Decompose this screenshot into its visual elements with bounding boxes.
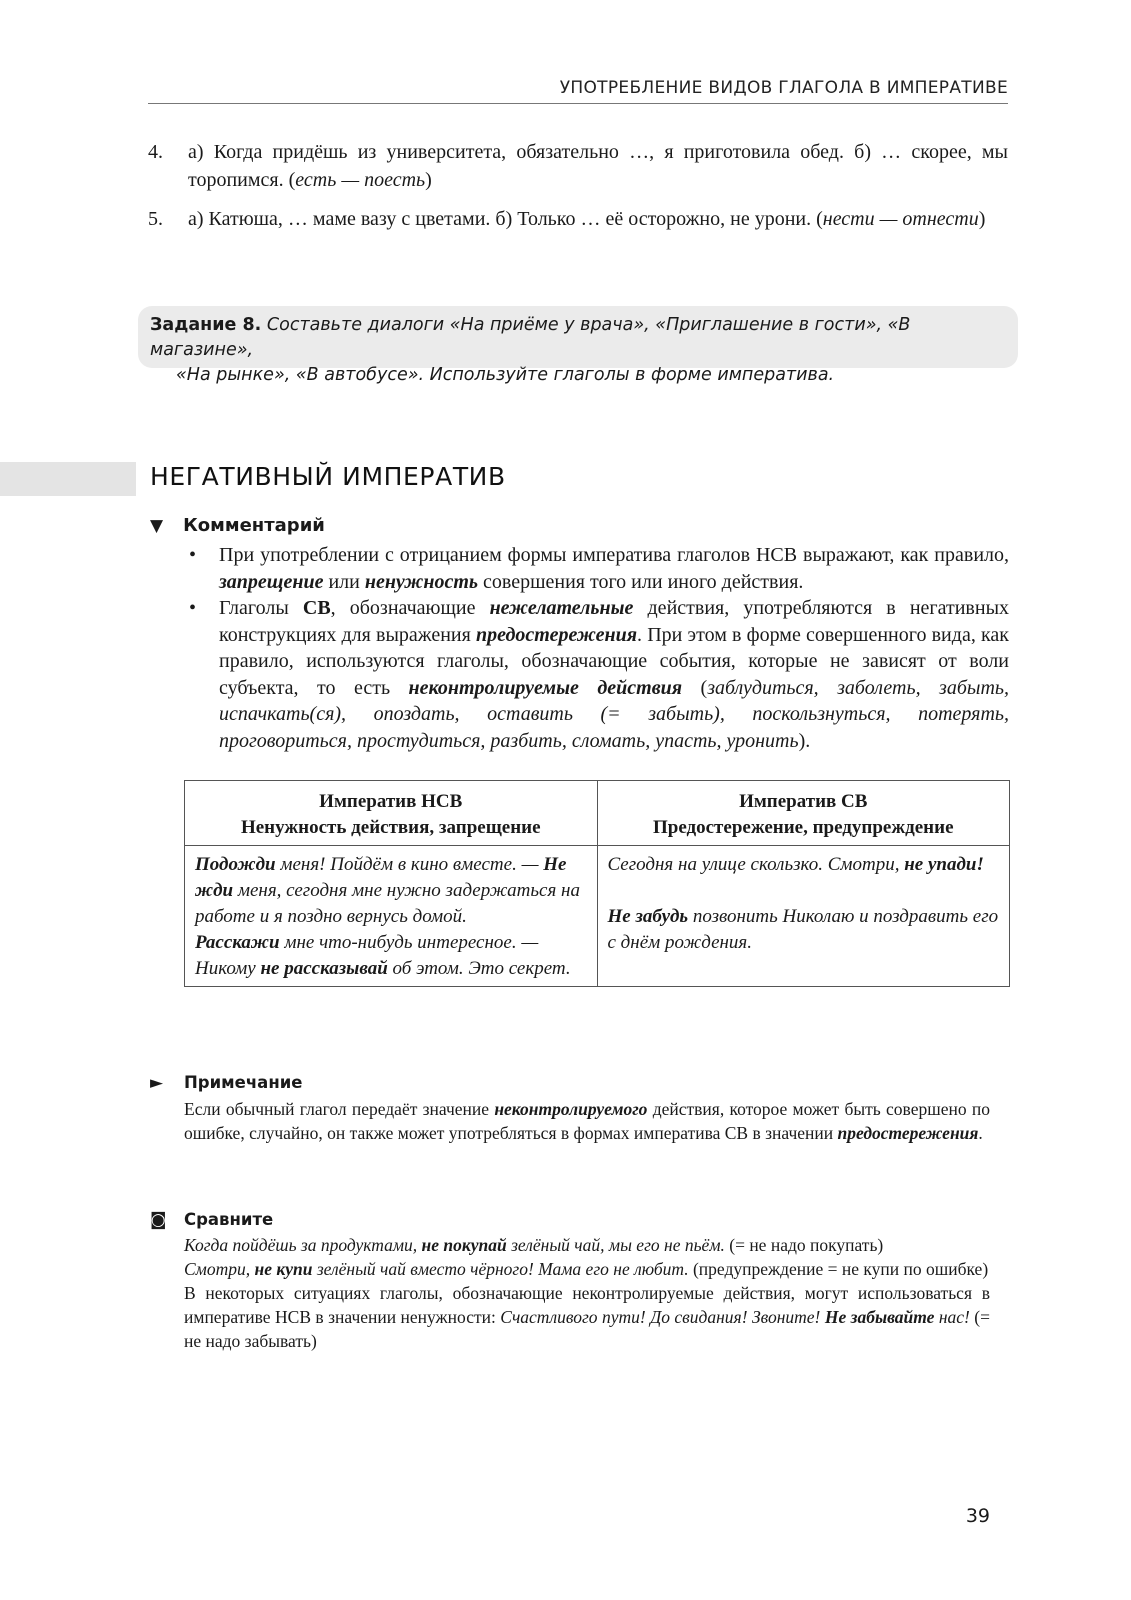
bullet-emphasis: СВ: [302, 597, 331, 619]
bullet-icon: •: [189, 544, 197, 566]
note-emphasis: неконтролируемого: [494, 1099, 648, 1119]
bullet-emphasis: предостережения: [475, 623, 638, 646]
compare-text: (= не надо забывать): [184, 1307, 990, 1351]
cell-text: позвонить Николаю и поздравить его с днём рождения.: [607, 906, 999, 953]
compare-title: Сравните: [184, 1210, 274, 1229]
bullet-examples: заблудиться, заболеть, забыть, испачкать(ся), опоздать, оставить (= забыть), поскользнуться, потерять, проговориться, простудиться, разбить, сломать, упасть, уронить: [219, 676, 1010, 752]
cell-emphasis: Подожди: [195, 854, 276, 875]
bullet-emphasis: неконтролируемые действия: [408, 676, 683, 699]
cell-text: мне что-нибудь интересное. — Никому: [195, 932, 539, 979]
section-bar: [0, 462, 136, 496]
task-label: Задание 8.: [150, 315, 262, 335]
list-item: [183, 595, 1009, 754]
bullet-text: или: [323, 570, 365, 593]
running-header: УПОТРЕБЛЕНИЕ ВИДОВ ГЛАГОЛА В ИМПЕРАТИВЕ: [559, 78, 1008, 98]
compare-emphasis: не покупай: [421, 1235, 507, 1255]
cell-text: меня, сегодня мне нужно задержаться на работе и я поздно вернусь домой.: [195, 880, 580, 927]
bullet-text: совершения того или иного действия.: [478, 570, 804, 593]
bullet-icon: •: [189, 597, 197, 619]
cell-text: об этом. Это секрет.: [387, 958, 571, 979]
column-title: Императив НСВ: [319, 791, 463, 812]
task-text: [150, 313, 1008, 388]
item-close: ): [978, 208, 986, 230]
column-subtitle: Предостережение, предупреждение: [652, 817, 954, 838]
compare-text: В некоторых ситуациях глаголы, обозначающие неконтролируемые действия, могут использоваться в императиве НСВ в значении ненужности:: [184, 1283, 990, 1327]
triangle-right-icon: ►: [150, 1073, 164, 1093]
commentary-title: Комментарий: [183, 515, 325, 536]
compare-line-1: [184, 1233, 990, 1257]
compare-text: Счастливого пути! До свидания! Звоните!: [500, 1307, 825, 1327]
task-line-2: «На рынке», «В автобусе». Используйте глаголы в форме императива.: [176, 365, 835, 385]
commentary-list: [183, 542, 1009, 754]
item-text: а) Катюша, … маме вазу с цветами. б) Только … её осторожно, не урони. (: [188, 208, 823, 230]
table-header-row: [185, 781, 1010, 846]
bullet-text: ).: [798, 729, 811, 752]
cell-emphasis: Не жди: [195, 854, 567, 901]
compare-line-2: [184, 1257, 990, 1281]
exercise-item-4: [148, 138, 1008, 194]
cell-emphasis: не рассказывай: [260, 958, 388, 979]
imperative-table: [184, 780, 1010, 987]
item-number: 5.: [148, 208, 163, 230]
compare-text: зелёный чай, мы его не пьём.: [506, 1235, 725, 1255]
compare-text: (предупреждение = не купи по ошибке): [688, 1259, 989, 1279]
compare-emphasis: Не забывайте: [824, 1307, 935, 1327]
note-text: Если обычный глагол передаёт значение: [184, 1099, 495, 1119]
compare-text: (= не надо покупать): [724, 1235, 884, 1255]
task-line-1: Составьте диалоги «На приёме у врача», «Приглашение в гости», «В магазине»,: [150, 315, 911, 360]
note-body: [184, 1097, 990, 1145]
item-close: ): [425, 169, 432, 191]
header-rule: [148, 103, 1008, 104]
table-header-nsv: [185, 781, 598, 846]
compare-line-3: [184, 1281, 990, 1353]
cell-emphasis: Расскажи: [195, 932, 280, 953]
cell-emphasis: не упади!: [904, 854, 984, 875]
cell-spacer: [608, 878, 1000, 904]
bullet-emphasis: ненужность: [364, 570, 479, 593]
exercise-item-5: [148, 205, 1008, 233]
column-subtitle: Ненужность действия, запрещение: [240, 817, 541, 838]
page-number: 39: [965, 1505, 990, 1527]
commentary-heading: [150, 515, 325, 536]
column-title: Императив СВ: [739, 791, 868, 812]
cell-text: Сегодня на улице скользко. Смотри,: [607, 854, 905, 875]
bullet-text: Глаголы: [219, 597, 303, 619]
cell-text: меня! Пойдём в кино вместе. —: [275, 854, 544, 875]
bullet-text: (: [682, 676, 708, 699]
list-item: [183, 542, 1009, 595]
table-row: [185, 846, 1010, 987]
section-title: НЕГАТИВНЫЙ ИМПЕРАТИВ: [150, 462, 506, 491]
item-text: а) Когда придёшь из университета, обязательно …, я приготовила обед. б) … скорее, мы торопимся. (: [188, 141, 1008, 191]
note-heading: [150, 1073, 302, 1093]
bullet-emphasis: нежелательные: [489, 597, 634, 619]
note-text: действия, которое может быть совершено по ошибке, случайно, он также может употребляться в формах императива СВ в значении: [184, 1099, 990, 1143]
table-header-sv: [597, 781, 1010, 846]
item-number: 4.: [148, 141, 163, 163]
compare-text: зелёный чай вместо чёрного! Мама его не любит.: [312, 1259, 689, 1279]
bullet-text: действия, употребляются в негативных конструкциях для выражения: [219, 597, 1010, 646]
cell-emphasis: Не забудь: [607, 906, 689, 927]
inverse-circle-icon: ◙: [150, 1210, 167, 1230]
compare-heading: [150, 1210, 273, 1230]
note-text: .: [978, 1123, 983, 1143]
table-cell-nsv: [185, 846, 598, 987]
compare-emphasis: не купи: [254, 1259, 313, 1279]
table-cell-sv: [597, 846, 1010, 987]
item-verbs: есть — поесть: [295, 169, 426, 191]
triangle-down-icon: ▼: [150, 516, 164, 536]
note-title: Примечание: [184, 1073, 303, 1092]
compare-text: Когда пойдёшь за продуктами,: [184, 1235, 422, 1255]
bullet-text: При употреблении с отрицанием формы императива глаголов НСВ выражают, как правило,: [219, 544, 1009, 566]
compare-body: [184, 1233, 990, 1353]
bullet-emphasis: запрещение: [219, 570, 324, 593]
bullet-text: , обозначающие: [330, 597, 490, 619]
note-emphasis: предостережения: [837, 1123, 979, 1143]
bullet-text: . При этом в форме совершенного вида, как правило, используются глаголы, обозначающие события, которые не зависят от воли субъекта, то есть: [219, 623, 1009, 699]
compare-text: нас!: [934, 1307, 970, 1327]
item-verbs: нести — отнести: [822, 208, 979, 230]
compare-text: Смотри,: [184, 1259, 255, 1279]
